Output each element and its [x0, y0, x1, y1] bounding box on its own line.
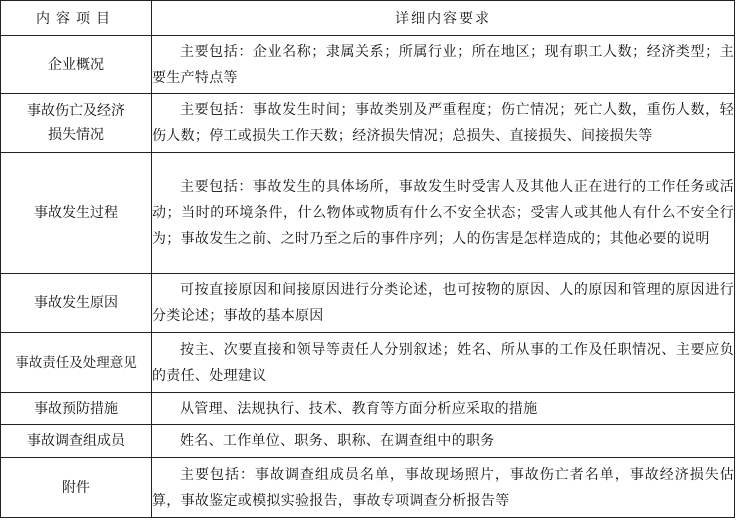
- row-item-cause: 事故发生原因: [1, 274, 152, 333]
- table-row: [1, 333, 735, 393]
- header-detail: 详细内容要求: [152, 1, 735, 36]
- row-item-company-overview: 企业概况: [1, 36, 152, 94]
- table-row: [1, 393, 735, 425]
- row-detail-cause: 可按直接原因和间接原因进行分类论述，也可按物的原因、人的原因和管理的原因进行分类论述；事故的基本原因: [152, 274, 735, 333]
- row-detail-investigators: 姓名、工作单位、职务、职称、在调查组中的职务: [152, 425, 735, 458]
- row-item-casualty-loss: [1, 94, 152, 153]
- table-row: [1, 36, 735, 94]
- row-item-responsibility: 事故责任及处理意见: [1, 333, 152, 393]
- row-detail-attachments: 主要包括：事故调查组成员名单，事故现场照片，事故伤亡者名单，事故经济损失估算，事故鉴定或模拟实验报告，事故专项调查分析报告等: [152, 458, 735, 518]
- row-detail-process: 主要包括：事故发生的具体场所，事故发生时受害人及其他人正在进行的工作任务或活动；当时的环境条件，什么物体或物质有什么不安全状态；受害人或其他人有什么不安全行为；事故发生之前、之时乃至之后的事件序列；人的伤害是怎样造成的；其他必要的说明: [152, 153, 735, 274]
- row-item-process: 事故发生过程: [1, 153, 152, 274]
- header-item: 内容项目: [1, 1, 152, 36]
- row-item-attachments: 附件: [1, 458, 152, 518]
- table-row: [1, 274, 735, 333]
- table-row: [1, 153, 735, 274]
- row-item-prevention: 事故预防措施: [1, 393, 152, 425]
- row-detail-company-overview: 主要包括：企业名称；隶属关系；所属行业；所在地区；现有职工人数；经济类型；主要生产特点等: [152, 36, 735, 94]
- table-header-row: [1, 1, 735, 36]
- row-detail-prevention: 从管理、法规执行、技术、教育等方面分析应采取的措施: [152, 393, 735, 425]
- row-item-casualty-loss-label: 事故伤亡及经济损失情况: [27, 103, 125, 143]
- table-row: [1, 425, 735, 458]
- row-item-investigators: 事故调查组成员: [1, 425, 152, 458]
- row-detail-casualty-loss: 主要包括：事故发生时间；事故类别及严重程度；伤亡情况；死亡人数，重伤人数，轻伤人数；停工或损失工作天数；经济损失情况；总损失、直接损失、间接损失等: [152, 94, 735, 153]
- row-detail-responsibility: 按主、次要直接和领导等责任人分别叙述；姓名、所从事的工作及任职情况、主要应负的责任、处理建议: [152, 333, 735, 393]
- table-row: [1, 94, 735, 153]
- table-row: [1, 458, 735, 518]
